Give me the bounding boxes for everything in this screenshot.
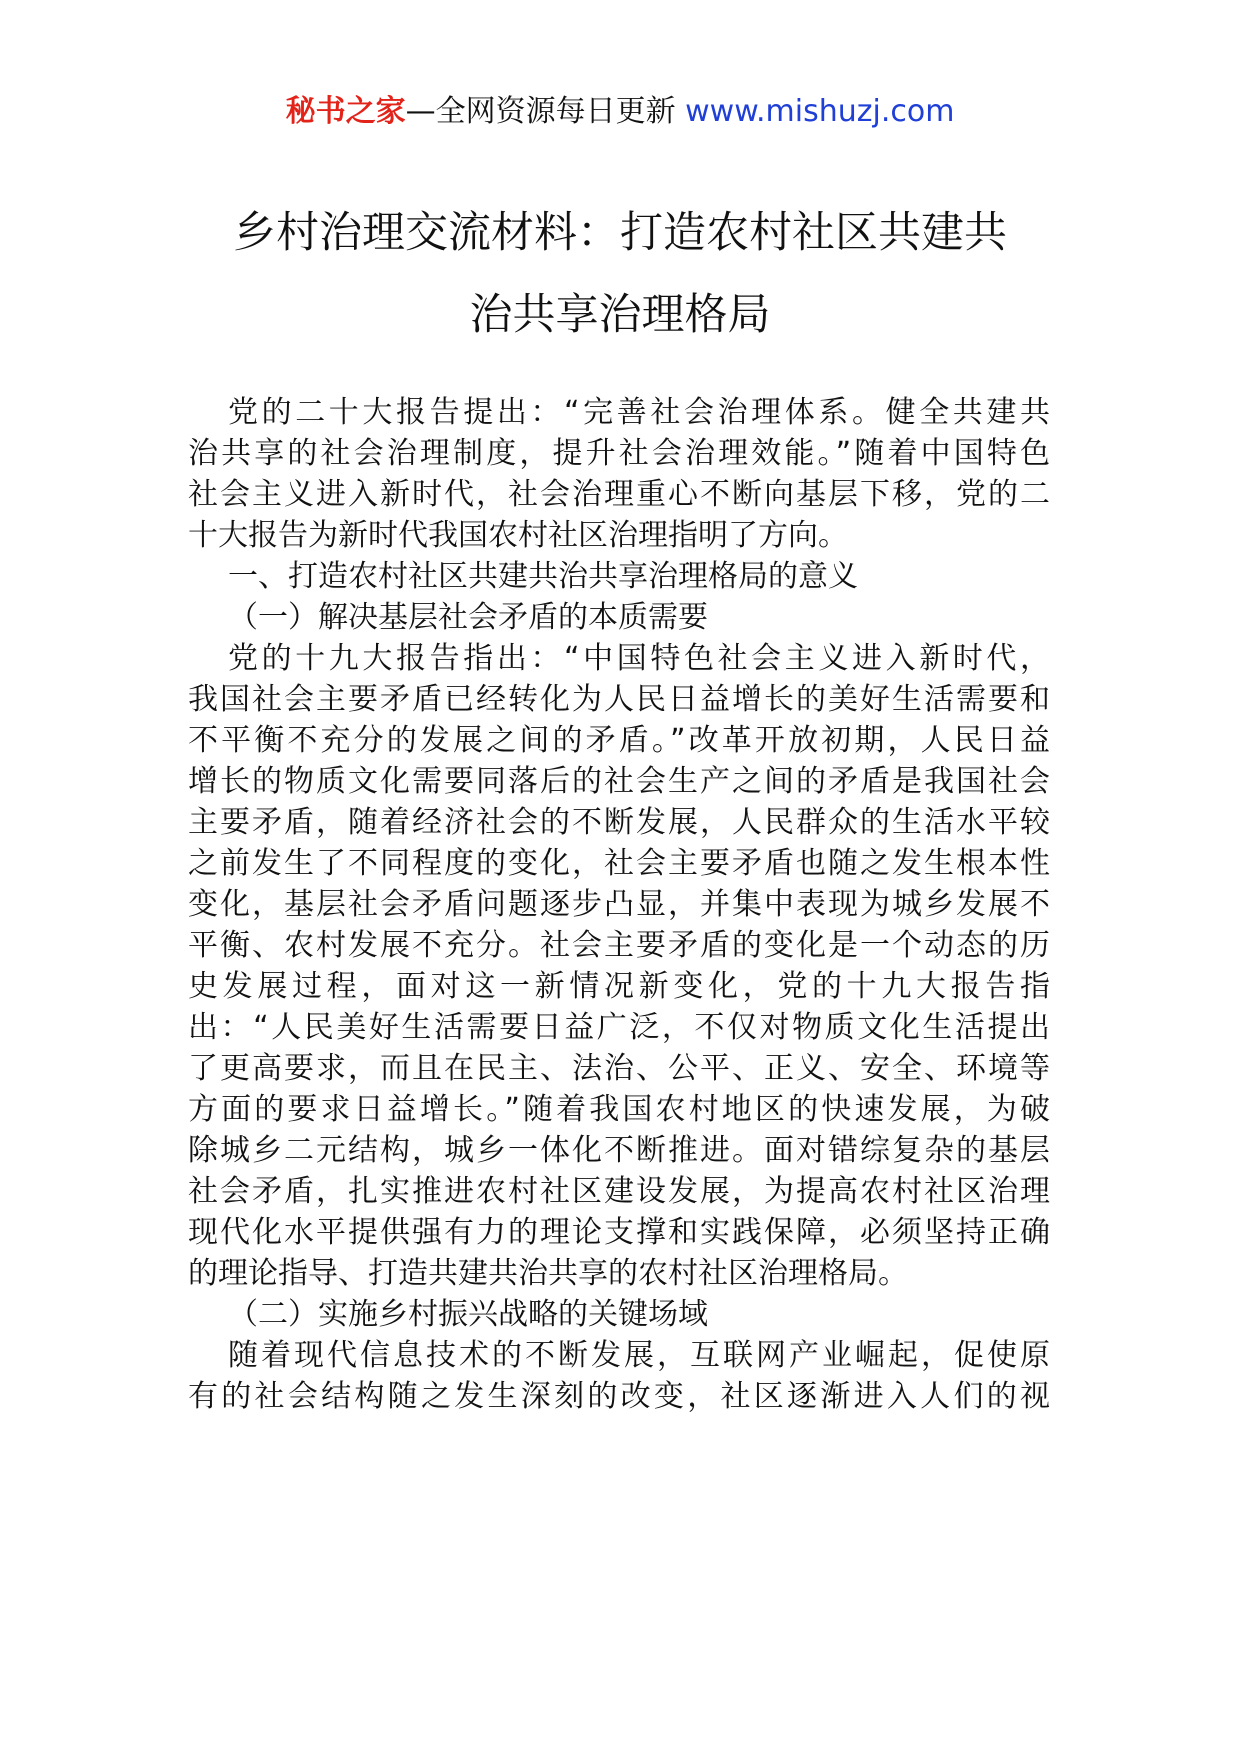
document-title-line-1: 乡村治理交流材料：打造农村社区共建共: [233, 208, 1007, 258]
body-line: 不平衡不充分的发展之间的矛盾。”改革开放初期，人民日益: [188, 723, 1050, 758]
site-url-link[interactable]: www.mishuzj.com: [685, 94, 955, 129]
body-line: 除城乡二元结构，城乡一体化不断推进。面对错综复杂的基层: [188, 1133, 1050, 1168]
section-heading: 一、打造农村社区共建共治共享治理格局的意义: [228, 559, 858, 594]
body-line: 平衡、农村发展不充分。社会主要矛盾的变化是一个动态的历: [188, 928, 1050, 963]
site-header: [0, 92, 1240, 132]
body-line: 变化，基层社会矛盾问题逐步凸显，并集中表现为城乡发展不: [188, 887, 1050, 922]
body-line: 社会主义进入新时代，社会治理重心不断向基层下移，党的二: [188, 477, 1050, 512]
body-line: 出：“人民美好生活需要日益广泛，不仅对物质文化生活提出: [188, 1010, 1050, 1045]
body-line: 随着现代信息技术的不断发展，互联网产业崛起，促使原: [228, 1338, 1050, 1373]
body-line: 我国社会主要矛盾已经转化为人民日益增长的美好生活需要和: [188, 682, 1050, 717]
document-title-line-2: 治共享治理格局: [469, 290, 771, 340]
body-line: 有的社会结构随之发生深刻的改变，社区逐渐进入人们的视: [188, 1379, 1050, 1414]
body-line: 主要矛盾，随着经济社会的不断发展，人民群众的生活水平较: [188, 805, 1050, 840]
body-line: 社会矛盾，扎实推进农村社区建设发展，为提高农村社区治理: [188, 1174, 1050, 1209]
body-line: 现代化水平提供强有力的理论支撑和实践保障，必须坚持正确: [188, 1215, 1050, 1250]
site-brand: 秘书之家: [285, 94, 406, 129]
body-line: 之前发生了不同程度的变化，社会主要矛盾也随之发生根本性: [188, 846, 1050, 881]
body-line: 方面的要求日益增长。”随着我国农村地区的快速发展，为破: [188, 1092, 1050, 1127]
subsection-heading: （二）实施乡村振兴战略的关键场域: [228, 1297, 708, 1332]
body-line: 史发展过程，面对这一新情况新变化，党的十九大报告指: [188, 969, 1050, 1004]
body-line: 十大报告为新时代我国农村社区治理指明了方向。: [188, 518, 848, 553]
site-tagline: —全网资源每日更新: [405, 94, 676, 129]
body-line: 党的二十大报告提出：“完善社会治理体系。健全共建共: [228, 395, 1050, 430]
body-line: 治共享的社会治理制度，提升社会治理效能。”随着中国特色: [188, 436, 1050, 471]
subsection-heading: （一）解决基层社会矛盾的本质需要: [228, 600, 708, 635]
body-line: 党的十九大报告指出：“中国特色社会主义进入新时代，: [228, 641, 1050, 676]
body-line: 了更高要求，而且在民主、法治、公平、正义、安全、环境等: [188, 1051, 1050, 1086]
body-line: 的理论指导、打造共建共治共享的农村社区治理格局。: [188, 1256, 908, 1291]
body-line: 增长的物质文化需要同落后的社会生产之间的矛盾是我国社会: [188, 764, 1050, 799]
